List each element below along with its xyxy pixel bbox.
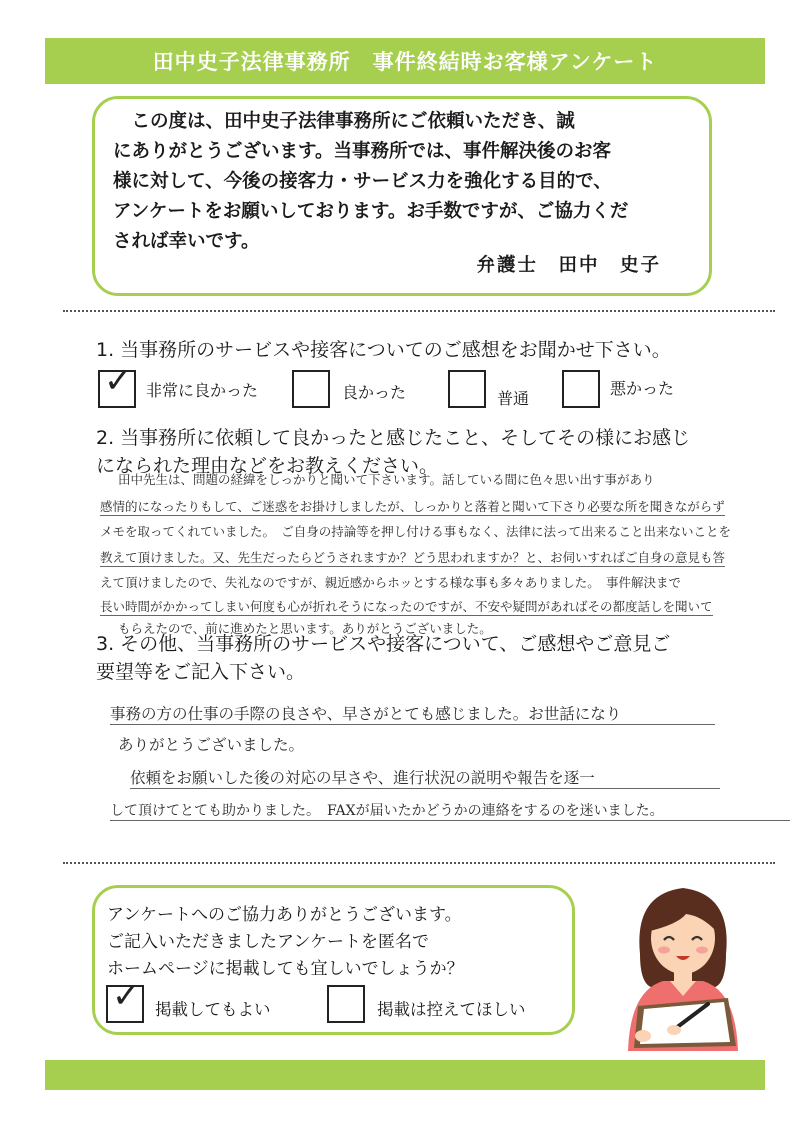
intro-line: アンケートをお願いしております。お手数ですが、ご協力くだ bbox=[113, 201, 629, 222]
lawyer-signature: 弁護士 田中 史子 bbox=[476, 255, 661, 276]
q2-answer-line: メモを取ってくれていました。 ご自身の持論等を押し付ける事もなく、法律に法って出来ること出来ないことを bbox=[100, 524, 732, 539]
dotted-divider bbox=[63, 310, 775, 312]
q3-answer-line: して頂けてとても助かりました。 FAXが届いたかどうかの連絡をするのを迷いました。 bbox=[110, 800, 790, 821]
q1-checkbox-normal[interactable] bbox=[448, 370, 486, 408]
q2-answer-line: 長い時間がかかってしまい何度も心が折れそうになったのですが、不安や疑問があればその都度話しを聞いて bbox=[100, 599, 713, 614]
q1-checkbox-bad[interactable] bbox=[562, 370, 600, 408]
dotted-divider bbox=[63, 862, 775, 864]
woman-writing-illustration bbox=[608, 876, 758, 1051]
q2-answer-line: 感情的になったりもして、ご迷惑をお掛けしましたが、しっかりと落着と聞いて下さり必要な所を聞きながらず bbox=[100, 499, 725, 514]
q1-checkbox-good[interactable] bbox=[292, 370, 330, 408]
q3-answer-line: 依頼をお願いした後の対応の早さや、進行状況の説明や報告を逐一 bbox=[130, 766, 720, 789]
consent-checkbox-yes[interactable] bbox=[106, 976, 144, 1023]
footer-bar bbox=[45, 1060, 765, 1090]
q2-answer-line: えて頂けましたので、失礼なのですが、親近感からホッとする様な事も多々ありました。 事件解決まで bbox=[100, 575, 682, 590]
q2-question-line: 2. 当事務所に依頼して良かったと感じたこと、そしてその様にお感じ bbox=[96, 427, 691, 449]
consent-line: ホームページに掲載しても宜しいでしょうか？ bbox=[107, 959, 464, 979]
q1-option-good: 良かった bbox=[342, 383, 407, 402]
intro-line: 様に対して、今後の接客力・サービス力を強化する目的で、 bbox=[113, 171, 612, 192]
q1-option-very-good: 非常に良かった bbox=[146, 381, 259, 400]
q3-question bbox=[96, 630, 670, 686]
survey-title-banner bbox=[45, 38, 765, 84]
q1-option-normal: 普通 bbox=[497, 389, 530, 408]
intro-line: にありがとうございます。当事務所では、事件解決後のお客 bbox=[113, 141, 612, 162]
intro-line: されば幸いです。 bbox=[113, 231, 260, 252]
intro-line: この度は、田中史子法律事務所にご依頼いただき、誠 bbox=[113, 111, 575, 132]
q2-answer-line: 田中先生は、問題の経緯をしっかりと聞いて下さいます。話している間に色々思い出す事があり bbox=[118, 472, 655, 487]
checkmark-icon: ✓ bbox=[104, 361, 133, 401]
intro-box bbox=[92, 96, 712, 296]
q2-answer-line: もらえたので、前に進めたと思います。ありがとうございました。 bbox=[118, 621, 492, 636]
consent-line: ご記入いただきましたアンケートを匿名で bbox=[107, 932, 429, 952]
consent-checkbox-no[interactable] bbox=[327, 985, 365, 1023]
q1-option-bad: 悪かった bbox=[610, 379, 675, 398]
q3-answer-line: ありがとうございました。 bbox=[118, 736, 305, 754]
q2-question-line: になられた理由などをお教えください。 bbox=[96, 455, 439, 477]
q1-question: 1. 当事務所のサービスや接客についてのご感想をお聞かせ下さい。 bbox=[96, 339, 671, 361]
checkmark-icon: ✓ bbox=[112, 976, 141, 1016]
consent-option-no: 掲載は控えてほしい bbox=[377, 1000, 526, 1019]
q1-checkbox-very-good[interactable] bbox=[98, 361, 136, 408]
q3-question-line: 要望等をご記入下さい。 bbox=[96, 661, 306, 683]
consent-option-yes: 掲載してもよい bbox=[155, 1000, 271, 1019]
q3-question-line: 3. その他、当事務所のサービスや接客について、ご感想やご意見ご bbox=[96, 633, 671, 655]
survey-title: 田中史子法律事務所 事件終結時お客様アンケート bbox=[152, 50, 658, 74]
q2-answer-line: 教えて頂けました。又、先生だったらどうされますか？どう思われますか？と、お伺いすればご自身の意見も答 bbox=[100, 550, 726, 565]
consent-line: アンケートへのご協力ありがとうございます。 bbox=[107, 905, 462, 925]
q3-answer-line: 事務の方の仕事の手際の良さや、早さがとても感じました。お世話になり bbox=[110, 702, 715, 725]
